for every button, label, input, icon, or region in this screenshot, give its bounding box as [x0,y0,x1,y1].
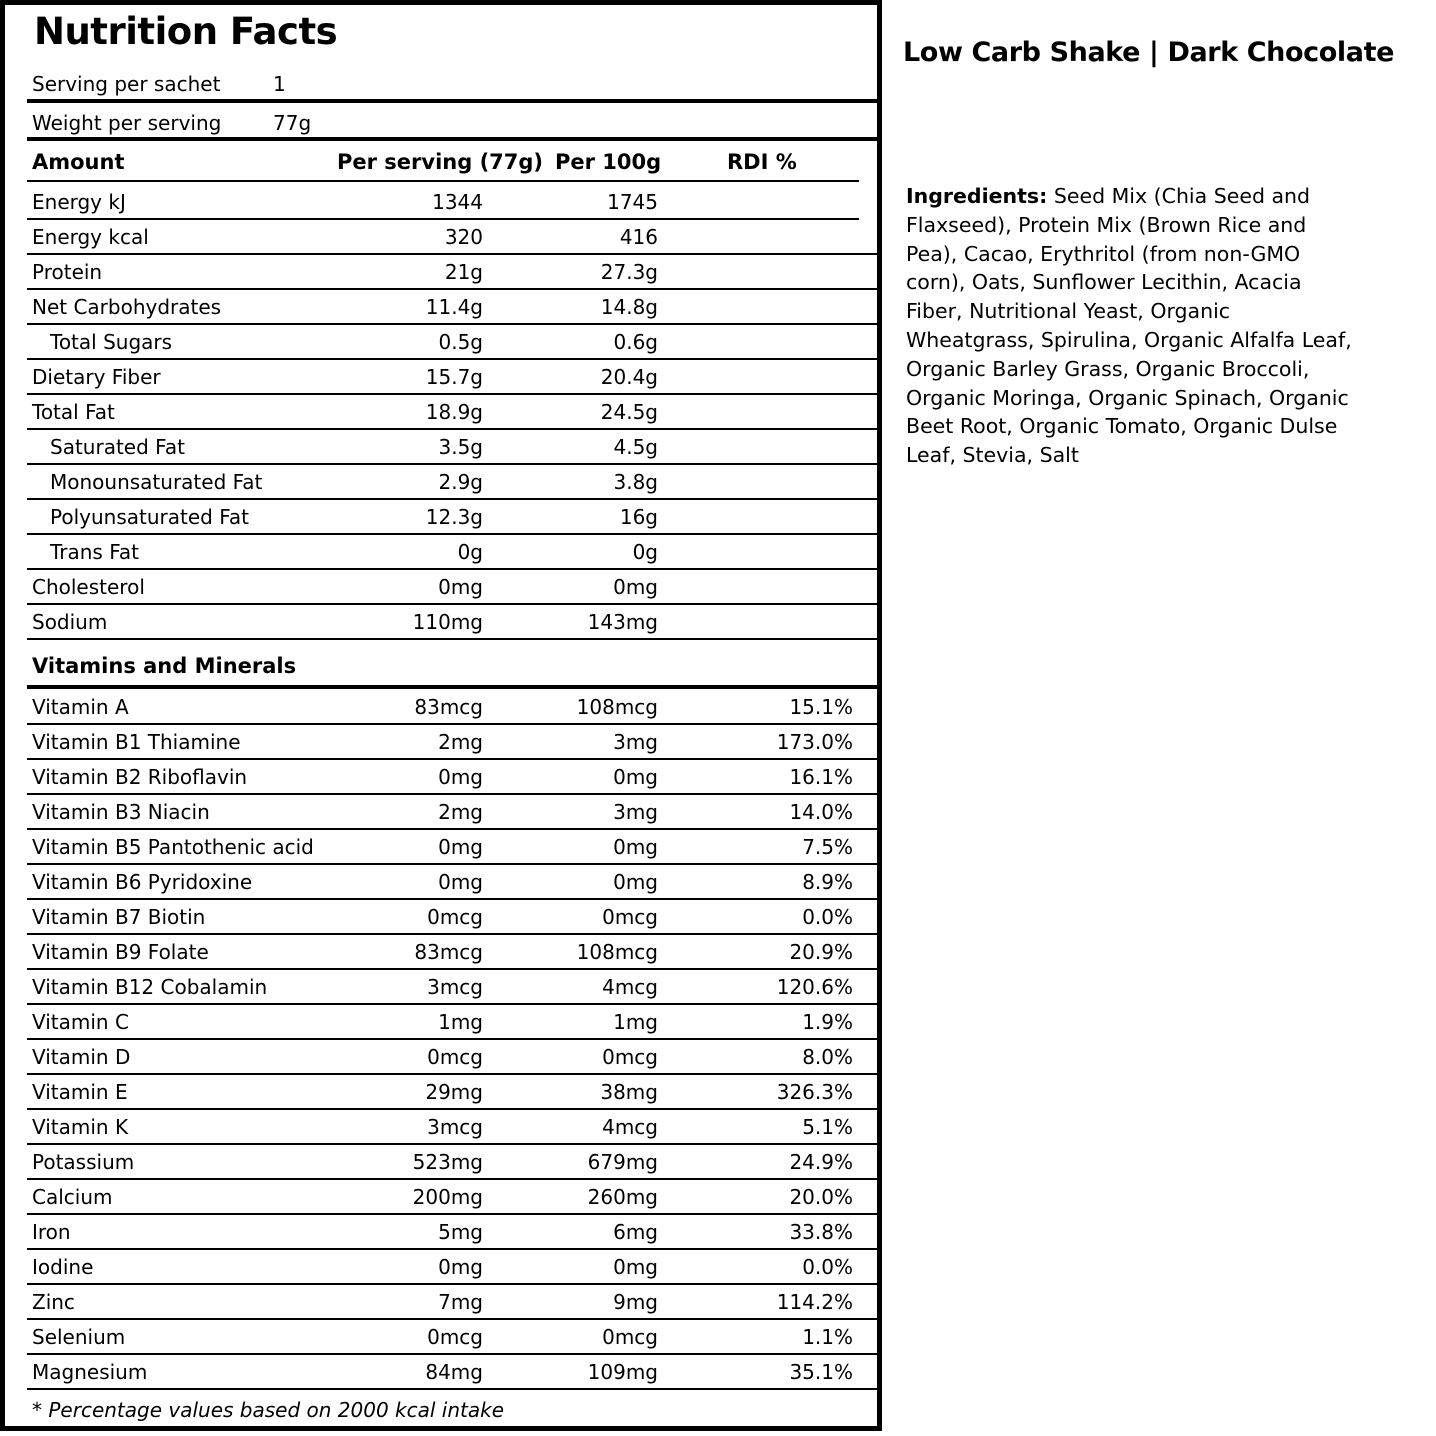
value-per-serving: 7mg [438,1290,483,1314]
row-divider [27,723,878,725]
value-per-serving: 2mg [438,730,483,754]
value-per-serving: 0mg [438,1255,483,1279]
value-per-serving: 0mg [438,575,483,599]
header-amount: Amount [32,150,125,174]
value-rdi: 120.6% [776,975,853,999]
row-divider [27,793,878,795]
value-per-100g: 0mcg [602,1045,658,1069]
value-per-serving: 0mcg [427,1045,483,1069]
value-per-100g: 0mcg [602,905,658,929]
nutrient-name: Vitamin A [32,695,129,719]
value-per-100g: 0.6g [613,330,658,354]
value-per-serving: 200mg [412,1185,483,1209]
nutrient-name: Vitamin B3 Niacin [32,800,210,824]
value-per-100g: 9mg [613,1290,658,1314]
value-per-100g: 38mg [600,1080,658,1104]
row-divider [27,1003,878,1005]
row-divider [27,1038,878,1040]
value-per-serving: 21g [444,260,483,284]
header-per-100g: Per 100g [555,150,662,174]
value-per-serving: 29mg [425,1080,483,1104]
row-divider [27,1353,878,1355]
value-per-100g: 27.3g [600,260,658,284]
value-per-100g: 0mg [613,765,658,789]
row-divider [27,1073,878,1075]
nutrient-name: Potassium [32,1150,135,1174]
ingredients-label: Ingredients: [906,184,1048,208]
nutrient-name: Energy kcal [32,225,149,249]
value-per-serving: 12.3g [425,505,483,529]
product-title: Low Carb Shake | Dark Chocolate [903,37,1395,68]
nutrient-name: Selenium [32,1325,126,1349]
row-divider [27,533,878,535]
value-per-serving: 0mg [438,765,483,789]
value-per-100g: 0g [632,540,658,564]
nutrient-name: Iodine [32,1255,94,1279]
value-per-100g: 14.8g [600,295,658,319]
serving-label: Serving per sachet [32,72,221,96]
row-divider [27,1318,878,1320]
value-per-100g: 24.5g [600,400,658,424]
value-per-serving: 0mg [438,870,483,894]
nutrient-name: Vitamin B12 Cobalamin [32,975,268,999]
nutrient-name: Protein [32,260,103,284]
label-border-bottom [0,1426,882,1431]
value-per-serving: 5mg [438,1220,483,1244]
value-per-100g: 1745 [607,190,658,214]
row-divider [27,323,878,325]
serving-value: 1 [273,72,286,96]
value-per-serving: 110mg [412,610,483,634]
value-rdi: 14.0% [789,800,853,824]
value-per-100g: 260mg [587,1185,658,1209]
nutrient-name: Dietary Fiber [32,365,161,389]
nutrient-name: Cholesterol [32,575,145,599]
value-per-100g: 0mcg [602,1325,658,1349]
value-per-serving: 3.5g [438,435,483,459]
value-per-serving: 18.9g [425,400,483,424]
value-per-100g: 4mcg [602,1115,658,1139]
row-divider [27,1108,878,1110]
nutrient-name: Vitamin B9 Folate [32,940,209,964]
value-rdi: 15.1% [789,695,853,719]
nutrient-name: Energy kJ [32,190,126,214]
value-rdi: 8.9% [802,870,853,894]
row-divider [27,863,878,865]
nutrient-name: Iron [32,1220,71,1244]
nutrient-name: Vitamin K [32,1115,129,1139]
nutrient-name: Sodium [32,610,108,634]
row-divider [27,358,878,360]
value-rdi: 114.2% [776,1290,853,1314]
row-divider [27,603,878,605]
vitamins-section-title: Vitamins and Minerals [32,654,297,678]
row-divider [27,968,878,970]
value-per-serving: 83mcg [414,940,483,964]
value-rdi: 326.3% [776,1080,853,1104]
nutrient-name: Vitamin B2 Riboflavin [32,765,248,789]
value-per-100g: 6mg [613,1220,658,1244]
label-border-top [0,0,882,5]
nutrient-name: Monounsaturated Fat [50,470,263,494]
row-divider [27,898,878,900]
value-per-serving: 0mcg [427,1325,483,1349]
row-divider [27,393,878,395]
value-per-serving: 15.7g [425,365,483,389]
nutrient-name: Trans Fat [50,540,139,564]
value-per-100g: 16g [619,505,658,529]
value-per-serving: 2mg [438,800,483,824]
value-per-100g: 4mcg [602,975,658,999]
footnote: * Percentage values based on 2000 kcal intake [32,1398,505,1422]
nutrient-name: Magnesium [32,1360,148,1384]
value-per-100g: 109mg [587,1360,658,1384]
value-per-serving: 0mcg [427,905,483,929]
row-divider [27,828,878,830]
value-per-100g: 679mg [587,1150,658,1174]
value-per-100g: 108mcg [576,695,658,719]
row-divider [27,253,878,255]
row-divider [27,1213,878,1215]
value-per-serving: 84mg [425,1360,483,1384]
value-rdi: 20.9% [789,940,853,964]
value-rdi: 33.8% [789,1220,853,1244]
value-per-serving: 1mg [438,1010,483,1034]
value-per-serving: 3mcg [427,1115,483,1139]
value-per-100g: 20.4g [600,365,658,389]
value-rdi: 173.0% [776,730,853,754]
value-per-serving: 1344 [432,190,483,214]
nutrient-name: Vitamin B5 Pantothenic acid [32,835,314,859]
value-per-serving: 83mcg [414,695,483,719]
nutrient-name: Vitamin C [32,1010,129,1034]
ingredients-text [906,182,1352,470]
nutrient-name: Vitamin B6 Pyridoxine [32,870,253,894]
row-divider [27,758,878,760]
row-divider [27,568,878,570]
value-per-serving: 0g [457,540,483,564]
value-per-100g: 0mg [613,575,658,599]
nutrient-name: Total Sugars [50,330,173,354]
divider [27,99,878,103]
value-per-100g: 4.5g [613,435,658,459]
value-per-100g: 0mg [613,1255,658,1279]
value-rdi: 24.9% [789,1150,853,1174]
row-divider [27,498,878,500]
row-divider [27,428,878,430]
nutrient-name: Vitamin B7 Biotin [32,905,206,929]
value-rdi: 8.0% [802,1045,853,1069]
value-per-100g: 0mg [613,870,658,894]
divider [27,180,859,182]
value-rdi: 1.1% [802,1325,853,1349]
row-divider [27,1143,878,1145]
nutrient-name: Total Fat [32,400,115,424]
divider [27,685,878,689]
ingredients-list: Seed Mix (Chia Seed and Flaxseed), Protein Mix (Brown Rice and Pea), Cacao, Erythritol (from non-GMO corn), Oats, Sunflower Lecithin, Acacia Fiber, Nutritional Yeast, Organic Wheatgrass, Spirulina, Organic Alfalfa Leaf, Organic Barley Grass, Organic Broccoli, Organic Moringa, Organic Spinach, Organic Beet Root, Organic Tomato, Organic Dulse Leaf, Stevia, Salt [906,184,1352,468]
header-rdi: RDI % [727,150,797,174]
row-divider [27,1388,878,1390]
row-divider [27,218,859,220]
weight-label: Weight per serving [32,111,222,135]
row-divider [27,288,878,290]
value-per-serving: 3mcg [427,975,483,999]
value-rdi: 0.0% [802,905,853,929]
nutrient-name: Vitamin B1 Thiamine [32,730,241,754]
value-per-100g: 3mg [613,730,658,754]
value-per-100g: 108mcg [576,940,658,964]
value-per-serving: 320 [444,225,483,249]
value-rdi: 5.1% [802,1115,853,1139]
divider [27,137,878,141]
value-rdi: 20.0% [789,1185,853,1209]
row-divider [27,1283,878,1285]
value-per-serving: 0mg [438,835,483,859]
value-per-100g: 1mg [613,1010,658,1034]
value-per-100g: 416 [619,225,658,249]
nutrient-name: Net Carbohydrates [32,295,222,319]
value-per-100g: 0mg [613,835,658,859]
value-per-100g: 3.8g [613,470,658,494]
value-per-100g: 143mg [587,610,658,634]
nutrient-name: Calcium [32,1185,113,1209]
label-border-left [0,0,5,1431]
nutrient-name: Saturated Fat [50,435,185,459]
label-title: Nutrition Facts [34,10,338,53]
row-divider [27,1178,878,1180]
value-rdi: 16.1% [789,765,853,789]
nutrient-name: Vitamin D [32,1045,131,1069]
nutrient-name: Polyunsaturated Fat [50,505,249,529]
nutrient-name: Zinc [32,1290,75,1314]
row-divider [27,638,878,640]
value-per-serving: 2.9g [438,470,483,494]
value-per-serving: 11.4g [425,295,483,319]
row-divider [27,1248,878,1250]
value-rdi: 35.1% [789,1360,853,1384]
row-divider [27,463,878,465]
nutrient-name: Vitamin E [32,1080,128,1104]
header-per-serving: Per serving (77g) [337,150,544,174]
value-per-serving: 0.5g [438,330,483,354]
value-per-serving: 523mg [412,1150,483,1174]
value-rdi: 7.5% [802,835,853,859]
row-divider [27,933,878,935]
value-per-100g: 3mg [613,800,658,824]
weight-value: 77g [273,111,312,135]
value-rdi: 1.9% [802,1010,853,1034]
value-rdi: 0.0% [802,1255,853,1279]
